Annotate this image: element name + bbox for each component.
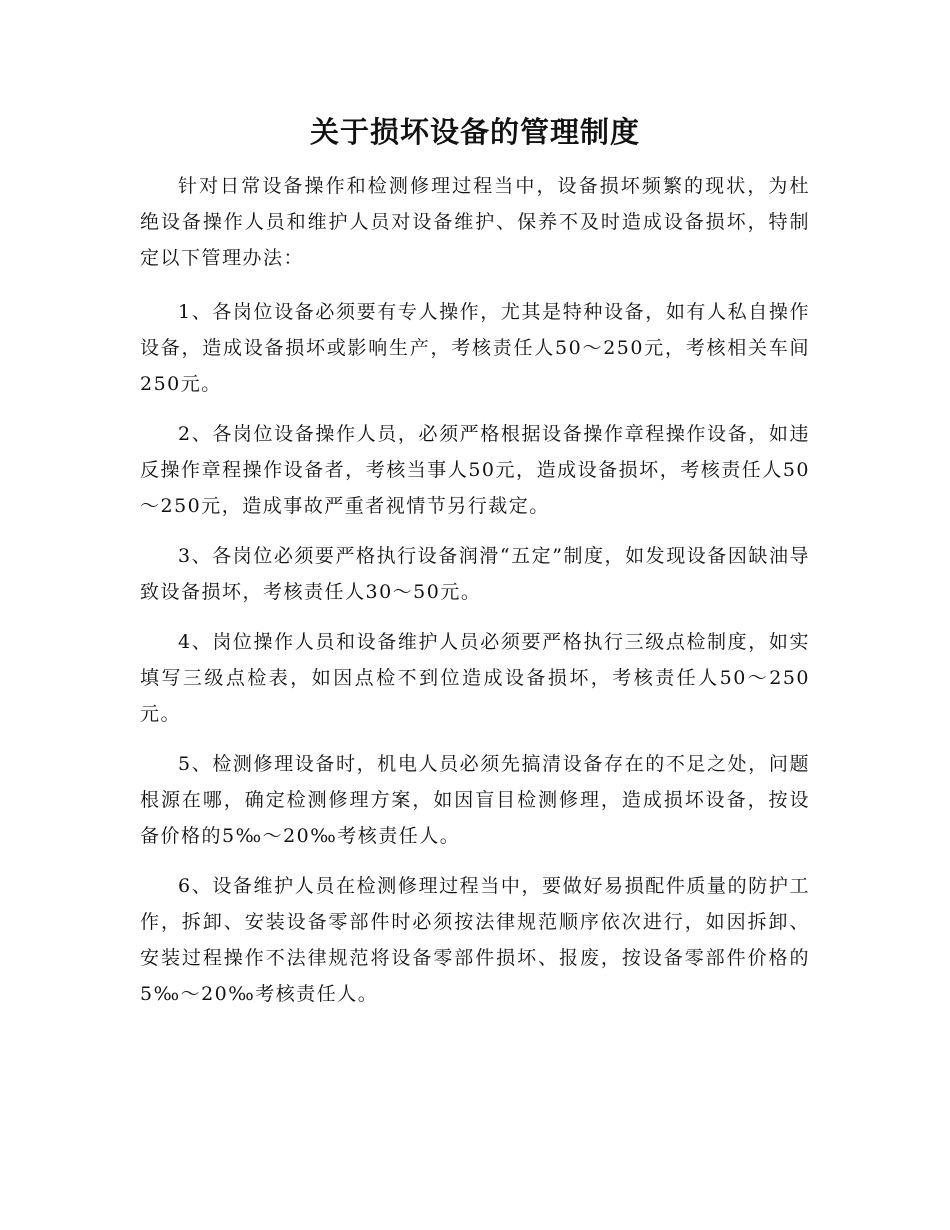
intro-paragraph: 针对日常设备操作和检测修理过程当中，设备损坏频繁的现状，为杜绝设备操作人员和维护人员对设备维护、保养不及时造成设备损坏，特制定以下管理办法： [140,175,810,269]
rule-item-6: 6、设备维护人员在检测修理过程当中，要做好易损配件质量的防护工作，拆卸、安装设备零部件时必须按法律规范顺序依次进行，如因拆卸、安装过程操作不法律规范将设备零部件损坏、报废，按设备零部件价格的5‰～20‰考核责任人。 [140,875,810,1005]
rule-item-4: 4、岗位操作人员和设备维护人员必须要严格执行三级点检制度，如实填写三级点检表，如因点检不到位造成设备损坏，考核责任人50～250元。 [140,631,810,725]
document-body [140,168,810,1026]
rule-item-2: 2、各岗位设备操作人员，必须严格根据设备操作章程操作设备，如违反操作章程操作设备者，考核当事人50元，造成设备损坏，考核责任人50～250元，造成事故严重者视情节另行裁定。 [140,423,810,517]
document-title: 关于损坏设备的管理制度 [309,115,640,149]
rule-item-1: 1、各岗位设备必须要有专人操作，尤其是特种设备，如有人私自操作设备，造成设备损坏或影响生产，考核责任人50～250元，考核相关车间250元。 [140,301,810,395]
rule-item-3: 3、各岗位必须要严格执行设备润滑“五定”制度，如发现设备因缺油导致设备损坏，考核责任人30～50元。 [140,545,810,603]
rule-item-5: 5、检测修理设备时，机电人员必须先搞清设备存在的不足之处，问题根源在哪，确定检测修理方案，如因盲目检测修理，造成损坏设备，按设备价格的5‰～20‰考核责任人。 [140,753,810,847]
